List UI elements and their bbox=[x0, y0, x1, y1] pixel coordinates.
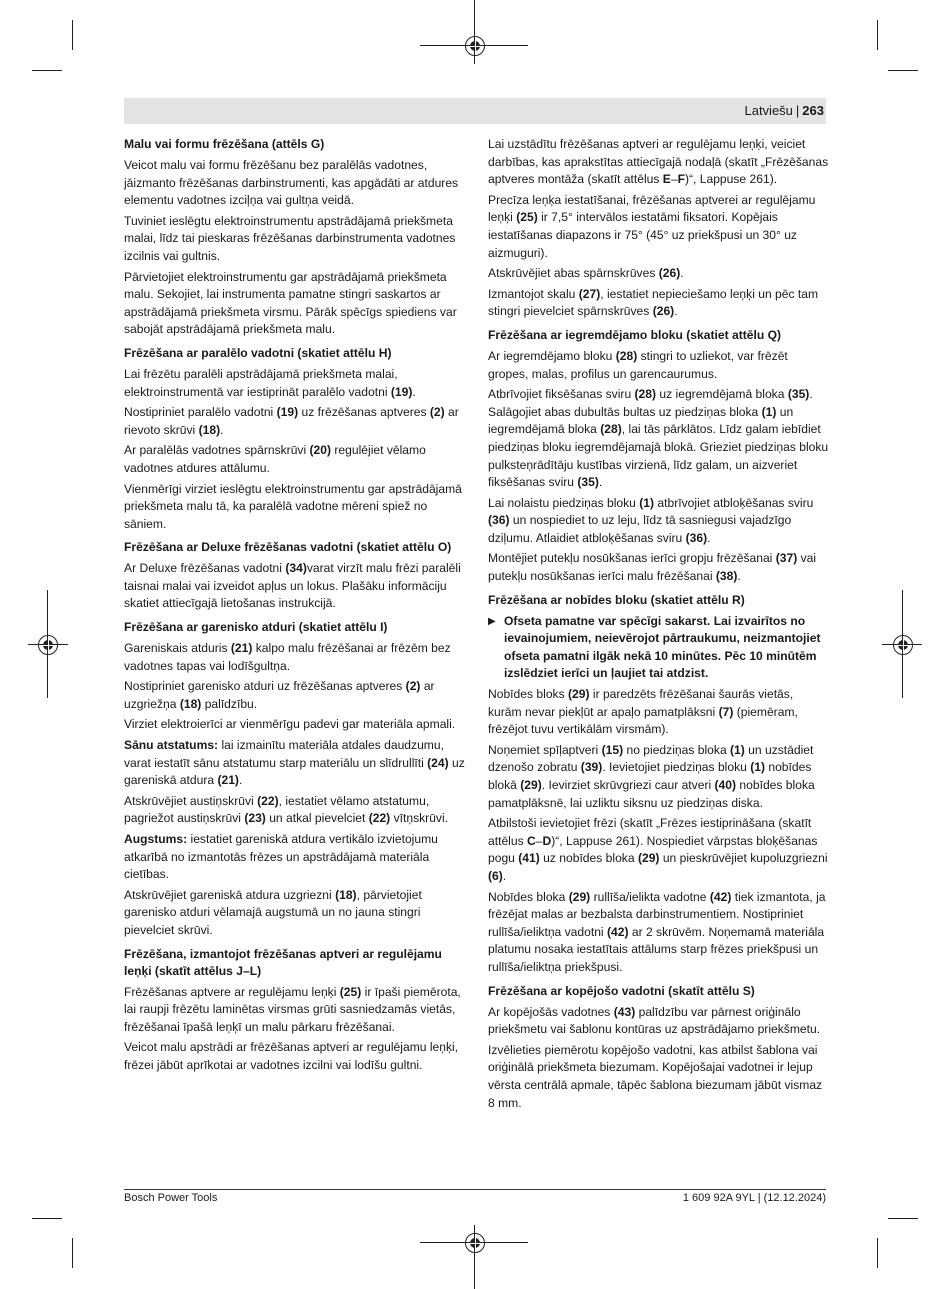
paragraph bbox=[124, 269, 466, 339]
text-run: Montējiet putekļu nosūkšanas ierīci gropju frēzēšanai bbox=[488, 551, 776, 566]
bold-reference: (2) bbox=[429, 405, 445, 420]
paragraph bbox=[488, 1042, 830, 1112]
bold-reference: (35) bbox=[577, 475, 599, 490]
bold-reference: (28) bbox=[600, 422, 622, 437]
text-run: Ar kopējošās vadotnes bbox=[488, 1004, 614, 1019]
text-run: Ar paralēlās vadotnes spārnskrūvi bbox=[124, 443, 310, 458]
text-run: un atkal pievelciet bbox=[265, 811, 369, 826]
bold-reference: (22) bbox=[257, 793, 279, 808]
bold-reference: F bbox=[677, 172, 685, 187]
text-run: palīdzību var pārnest oriģinālo priekšmetu vai šablonu kontūras uz apstrādājamo priekšmetu. bbox=[488, 1004, 821, 1037]
bold-reference: (1) bbox=[761, 404, 777, 419]
bold-reference: (36) bbox=[488, 513, 510, 528]
paragraph bbox=[124, 560, 466, 613]
footer-publisher: Bosch Power Tools bbox=[124, 1192, 218, 1204]
text-run: tiek izmantota, ja frēzējat malas ar bezbalsta darbinstrumentiem. Nostipriniet rullīša/ieliktņa vadotni bbox=[488, 889, 826, 939]
text-run: stingri to uzliekot, var frēzēt gropes, malas, profilus un garencaurumus. bbox=[488, 348, 788, 381]
text-run: varat virzīt malu frēzi paralēli taisnai malai vai izveidot apļus un lokus. Plašāku informāciju skatiet attiecīgajā lietošanas instrukcijā. bbox=[124, 561, 461, 611]
paragraph bbox=[488, 192, 830, 262]
paragraph bbox=[124, 366, 466, 401]
bold-reference: (18) bbox=[198, 422, 221, 437]
text-run: uz iegremdējamā bloka bbox=[656, 387, 788, 402]
text-run: Virziet elektroierīci ar vienmērīgu padevi gar materiāla apmali. bbox=[124, 717, 456, 732]
text-run: Gareniskais atduris bbox=[124, 641, 231, 656]
paragraph bbox=[124, 887, 466, 940]
text-run: Izmantojot skalu bbox=[488, 286, 579, 301]
bold-reference: C bbox=[527, 833, 536, 848]
text-run: Atbrīvojiet fiksēšanas sviru bbox=[488, 387, 635, 402]
text-run: ar uzgriežņa bbox=[124, 679, 435, 711]
text-run: Ar Deluxe frēzēšanas vadotni bbox=[124, 561, 286, 576]
text-run: Veicot malu apstrādi ar frēzēšanas aptveri ar regulējamu leņķi, frēzei jābūt aprīkotai ar vadotnes izcilni vai lodīšu gultni. bbox=[124, 1040, 459, 1072]
bold-reference: (18) bbox=[335, 887, 357, 902]
text-run: un pieskrūvējiet kupoluzgriezni bbox=[659, 851, 828, 866]
text-run: Nobīdes bloka bbox=[488, 889, 569, 904]
text-run: , iestatiet vēlamo atstatumu, pagriežot austiņskrūvi bbox=[124, 793, 430, 826]
bold-reference: (23) bbox=[244, 811, 266, 826]
text-run: Pārvietojiet elektroinstrumentu gar apstrādājamā priekšmeta malu. Sekojiet, lai instrumenta pamatne stingri saskartos ar apstrādājamā priekšmeta virsmu. Pārāk spēcīgs spiediens var sabojāt apstrādājamā priekšmeta malu. bbox=[124, 269, 457, 337]
bold-reference: Sānu atstatums: bbox=[124, 738, 219, 753]
bold-reference: (29) bbox=[568, 889, 591, 904]
crop-mark-bottom-right-h bbox=[888, 1218, 918, 1219]
bold-reference: (27) bbox=[578, 286, 601, 301]
bold-reference: (41) bbox=[518, 851, 540, 866]
text-run: ir īpaši piemērota, lai raupji frēzētu laminētas virsmas grūti sasniedzamās vietās, frēzēšanai īpašā leņķī un malu pārkaru frēzēšanai. bbox=[124, 984, 461, 1034]
text-run: ar rievoto skrūvi bbox=[124, 405, 459, 437]
paragraph bbox=[488, 348, 830, 383]
text-run: . bbox=[674, 304, 678, 319]
text-run: lai izmainītu materiāla atdales daudzumu, varat iestatīt sānu atstatumu starp materiālu un slīdrullīti bbox=[124, 738, 444, 770]
text-run: . bbox=[220, 422, 224, 437]
bold-reference: (42) bbox=[709, 889, 732, 904]
crop-mark-bottom-left-v bbox=[72, 1238, 73, 1268]
footer-doc-id: 1 609 92A 9YL | (12.12.2024) bbox=[682, 1192, 826, 1204]
paragraph bbox=[488, 550, 830, 585]
bold-reference: (2) bbox=[405, 679, 421, 694]
paragraph bbox=[124, 737, 466, 790]
bold-reference: E bbox=[662, 172, 671, 187]
text-run: . bbox=[412, 384, 416, 399]
text-run: vai putekļu nosūkšanas ierīci malu frēzēšanai bbox=[488, 551, 817, 584]
text-run: Veicot malu vai formu frēzēšanu bez paralēlās vadotnes, jāizmanto frēzēšanas darbinstrumenti, kas apgādāti ar atdures elementu vadotnes izciļņa vai gultņa veidā. bbox=[124, 158, 459, 208]
text-run: Atskrūvējiet abas spārnskrūves bbox=[488, 266, 659, 281]
bold-reference: (18) bbox=[179, 696, 202, 711]
text-run: . bbox=[737, 569, 741, 584]
bold-reference: (29) bbox=[637, 851, 660, 866]
text-run: ir paredzēts frēzēšanai šaurās vietās, kurām nevar piekļūt ar apaļo pamatplāksni bbox=[488, 687, 794, 719]
bold-reference: (26) bbox=[658, 266, 681, 281]
text-run: Nobīdes bloks bbox=[488, 687, 568, 702]
bold-reference: (37) bbox=[775, 551, 798, 566]
text-run: , lai tās pārklātos. Līdz galam iebīdiet piedziņas bloku iegremdējamajā blokā. Grieziet piedziņas bloku pulksteņrādītāju kustības virzienā, līdz galam, un aizveriet fiksēšanas sviru bbox=[488, 422, 829, 490]
paragraph bbox=[124, 404, 466, 439]
paragraph bbox=[488, 495, 830, 548]
bold-reference: (29) bbox=[568, 687, 590, 702]
bold-reference: (36) bbox=[685, 530, 708, 545]
bold-reference: (40) bbox=[714, 778, 737, 792]
bold-reference: (21) bbox=[230, 641, 253, 656]
text-run: Lai frēzētu paralēli apstrādājamā priekšmeta malai, elektroinstrumentā var iestiprināt paralēlo vadotni bbox=[124, 366, 398, 399]
page-header bbox=[744, 103, 824, 119]
bold-reference: (1) bbox=[750, 760, 765, 775]
text-run: vītņskrūvi. bbox=[390, 811, 449, 826]
paragraph bbox=[124, 640, 466, 675]
warning-bullet-icon: ▶ bbox=[488, 615, 496, 627]
text-run: uz gareniskā atdura bbox=[124, 755, 465, 788]
text-run: atbrīvojiet atbloķēšanas sviru bbox=[654, 495, 814, 510]
text-run: rullīša/ielikta vadotne bbox=[590, 889, 710, 904]
paragraph bbox=[124, 831, 466, 884]
crop-mark-top-right-v bbox=[877, 20, 878, 50]
bold-reference: (43) bbox=[613, 1004, 636, 1019]
paragraph bbox=[124, 213, 466, 266]
bold-reference: (7) bbox=[718, 704, 734, 719]
text-run: Ar iegremdējamo bloku bbox=[488, 348, 616, 363]
text-run: . bbox=[598, 475, 603, 490]
text-run: uz nobīdes bloka bbox=[539, 851, 638, 866]
bold-reference: (25) bbox=[339, 984, 362, 999]
bold-reference: (22) bbox=[368, 811, 391, 826]
text-run: uz frēzēšanas aptveres bbox=[298, 405, 430, 420]
text-run: nobīdes bloka pamatplāksnē, lai uzliktu siksnu uz piedziņas diska. bbox=[488, 778, 815, 810]
page-number: 263 bbox=[802, 103, 824, 118]
section-heading: Malu vai formu frēzēšana (attēls G) bbox=[124, 137, 325, 151]
section-heading: Frēzēšana ar paralēlo vadotni (skatiet attēlu H) bbox=[124, 345, 392, 360]
registration-mark-bottom-icon bbox=[465, 1233, 485, 1253]
paragraph bbox=[488, 742, 830, 812]
section-heading: Frēzēšana ar garenisko atduri (skatiet attēlu I) bbox=[124, 620, 388, 635]
bold-reference: D bbox=[542, 833, 552, 848]
text-run: nobīdes blokā bbox=[488, 760, 812, 792]
paragraph bbox=[488, 1004, 830, 1039]
paragraph bbox=[124, 678, 466, 713]
section-heading: Frēzēšana ar Deluxe frēzēšanas vadotni (skatiet attēlu O) bbox=[124, 540, 452, 555]
paragraph bbox=[124, 793, 466, 828]
footer-rule bbox=[124, 1189, 826, 1190]
bold-reference: (26) bbox=[652, 304, 675, 319]
bold-reference: (24) bbox=[427, 755, 449, 770]
text-run: (piemēram, frēzējot tuvu vertikālām virsmām). bbox=[488, 704, 798, 737]
text-run: – bbox=[535, 833, 543, 848]
text-run: un iegremdējamā bloka bbox=[488, 404, 794, 437]
text-run: Precīza leņķa iestatīšanai, frēzēšanas aptverei ar regulējamu leņķi bbox=[488, 192, 816, 225]
paragraph bbox=[488, 286, 830, 321]
bold-reference: (35) bbox=[787, 387, 810, 402]
crop-mark-top-right-h bbox=[888, 70, 918, 71]
crop-mark-bottom-right-v bbox=[877, 1238, 878, 1268]
bold-reference: (15) bbox=[601, 742, 624, 757]
crop-mark-top-left-h bbox=[32, 70, 62, 71]
text-run: Tuviniet ieslēgtu elektroinstrumentu apstrādājamā priekšmeta malai, līdz tai pieskaras frēzēšanas darbinstrumenta vadotnes izcilnis vai gultnis. bbox=[124, 213, 456, 263]
text-run: Nostipriniet paralēlo vadotni bbox=[124, 405, 277, 420]
paragraph bbox=[124, 157, 466, 210]
bold-reference: (39) bbox=[580, 760, 603, 775]
text-run: palīdzību. bbox=[201, 696, 258, 711]
text-run: Nostipriniet garenisko atduri uz frēzēšanas aptveres bbox=[124, 679, 406, 694]
bold-reference: (28) bbox=[634, 387, 657, 402]
text-run: Atbilstoši ievietojiet frēzi (skatīt „Frēzes iestiprināšana (skatīt attēlus bbox=[488, 816, 812, 848]
section-heading: Frēzēšana, izmantojot frēzēšanas aptveri ar regulējamu leņķi (skatīt attēlus J–L) bbox=[124, 946, 442, 978]
text-run: Atskrūvējiet austiņskrūvi bbox=[124, 793, 258, 808]
text-run: no piedziņas bloka bbox=[623, 742, 731, 757]
registration-mark-left-icon bbox=[38, 635, 58, 655]
text-run: , pārvietojiet garenisko atduri vēlamajā augstumā un no jauna stingri pievelciet skrūvi. bbox=[124, 887, 422, 937]
header-separator: | bbox=[795, 103, 800, 118]
text-run: Lai nolaistu piedziņas bloku bbox=[488, 495, 640, 510]
text-run: un uzstādiet dzenošo zobratu bbox=[488, 742, 814, 775]
bold-reference: (1) bbox=[639, 495, 655, 510]
text-run: . Ievietojiet piedziņas bloku bbox=[602, 760, 751, 775]
section-heading: Frēzēšana ar kopējošo vadotni (skatīt attēlu S) bbox=[488, 983, 755, 998]
paragraph bbox=[488, 815, 830, 885]
section-heading: Frēzēšana ar nobīdes bloku (skatiet attēlu R) bbox=[488, 592, 745, 607]
paragraph bbox=[488, 889, 830, 977]
text-run: , iestatiet nepieciešamo leņķi un pēc tam stingri pievelciet spārnskrūves bbox=[488, 286, 819, 319]
header-language: Latviešu bbox=[744, 103, 793, 118]
bold-reference: (34) bbox=[285, 561, 307, 576]
paragraph bbox=[124, 984, 466, 1037]
bold-reference: (29) bbox=[520, 778, 542, 792]
left-column bbox=[124, 136, 466, 1078]
paragraph bbox=[488, 265, 830, 283]
warning-text: Ofseta pamatne var spēcīgi sakarst. Lai izvairītos no ievainojumiem, neievērojot pārtraukumu, neizmantojiet ofseta pamatni ilgāk nekā 10 minūtes. Pēc 10 minūtēm izslēdziet ierīci un ļaujiet tai atdzist. bbox=[504, 613, 821, 681]
text-run: Atskrūvējiet gareniskā atdura uzgriezni bbox=[124, 887, 336, 902]
bold-reference: (20) bbox=[309, 443, 332, 458]
text-run: regulējiet vēlamo vadotnes atdures attālumu. bbox=[124, 443, 426, 475]
text-run: . bbox=[707, 530, 711, 545]
bold-reference: Augstums: bbox=[124, 832, 188, 846]
text-run: )“, Lappuse 261). bbox=[684, 172, 778, 187]
bold-reference: (1) bbox=[730, 742, 745, 757]
paragraph bbox=[124, 442, 466, 477]
paragraph bbox=[488, 136, 830, 189]
text-run: )“, Lappuse 261). Nospiediet vārpstas bloķēšanas pogu bbox=[488, 833, 818, 866]
text-run: . bbox=[680, 266, 684, 281]
registration-mark-right-icon bbox=[893, 635, 913, 655]
section-heading: Frēzēšana ar iegremdējamo bloku (skatiet attēlu Q) bbox=[488, 327, 782, 342]
bold-reference: (19) bbox=[276, 405, 299, 420]
bold-reference: (6) bbox=[488, 868, 503, 883]
text-run: . Salāgojiet abas dubultās bultas uz piedziņas bloka bbox=[488, 387, 813, 419]
paragraph bbox=[124, 1039, 466, 1074]
bold-reference: (25) bbox=[516, 210, 538, 225]
bold-reference: (21) bbox=[217, 773, 239, 788]
text-run: Lai uzstādītu frēzēšanas aptveri ar regulējamu leņķi, veiciet darbības, kas aprakstītas attiecīgajā nodaļā (skatīt „Frēzēšanas aptveres montāža (skatīt attēlus bbox=[488, 137, 829, 187]
text-run: iestatiet gareniskā atdura vertikālo izvietojumu atkarībā no izmantotās frēzes un apstrādājamā materiāla cietības. bbox=[124, 832, 438, 882]
text-run: ir 7,5° intervālos iestatāmi fiksatori. Kopējais iestatīšanas diapazons ir 75° (45° uz priekšpusi un 30° uz aizmuguri). bbox=[488, 210, 797, 260]
text-run: Noņemiet spīļaptveri bbox=[488, 742, 602, 757]
crop-mark-top-left-v bbox=[72, 20, 73, 50]
text-run: Vienmērīgi virziet ieslēgtu elektroinstrumentu gar apstrādājamā priekšmeta malu tā, ka paralēlā vadotne mēreni spiež no sāniem. bbox=[124, 481, 462, 531]
text-run: Izvēlieties piemērotu kopējošo vadotni, kas atbilst šablona vai oriģinālā priekšmeta biezumam. Kopējošajai vadotnei ir lejup vērsta centrālā apmale, tāpēc šablona biezumam jābūt vismaz 8 mm. bbox=[488, 1042, 823, 1110]
text-run: un nospiediet to uz leju, līdz tā sasniegusi vajadzīgo dziļumu. Atlaidiet atbloķēšanas sviru bbox=[488, 513, 792, 545]
text-run: kalpo malu frēzēšanai ar frēzēm bez vadotnes tapas vai lodīšgultņa. bbox=[124, 641, 451, 673]
bold-reference: (42) bbox=[606, 924, 629, 939]
text-run: . bbox=[502, 868, 507, 883]
bold-reference: (19) bbox=[390, 384, 413, 399]
text-run: – bbox=[670, 172, 678, 187]
text-run: Frēzēšanas aptvere ar regulējamu leņķi bbox=[124, 984, 340, 999]
crop-mark-bottom-left-h bbox=[32, 1218, 62, 1219]
header-band bbox=[124, 98, 826, 124]
bold-reference: (28) bbox=[615, 348, 638, 363]
text-run: . bbox=[238, 773, 243, 788]
bold-reference: (38) bbox=[715, 569, 738, 584]
paragraph bbox=[124, 481, 466, 534]
warning-note bbox=[488, 613, 830, 683]
paragraph bbox=[488, 386, 830, 492]
text-run: ar 2 skrūvēm. Noņemamā materiāla platumu nosaka iestatītais attālums starp frēzes priekšpusi un rullīša/ieliktņa priekšpusi. bbox=[488, 924, 825, 974]
registration-mark-top-icon bbox=[465, 36, 485, 56]
text-run: . Ievirziet skrūvgriezi caur atveri bbox=[541, 778, 715, 792]
right-column bbox=[488, 136, 830, 1115]
paragraph bbox=[488, 686, 830, 739]
paragraph bbox=[124, 716, 466, 734]
